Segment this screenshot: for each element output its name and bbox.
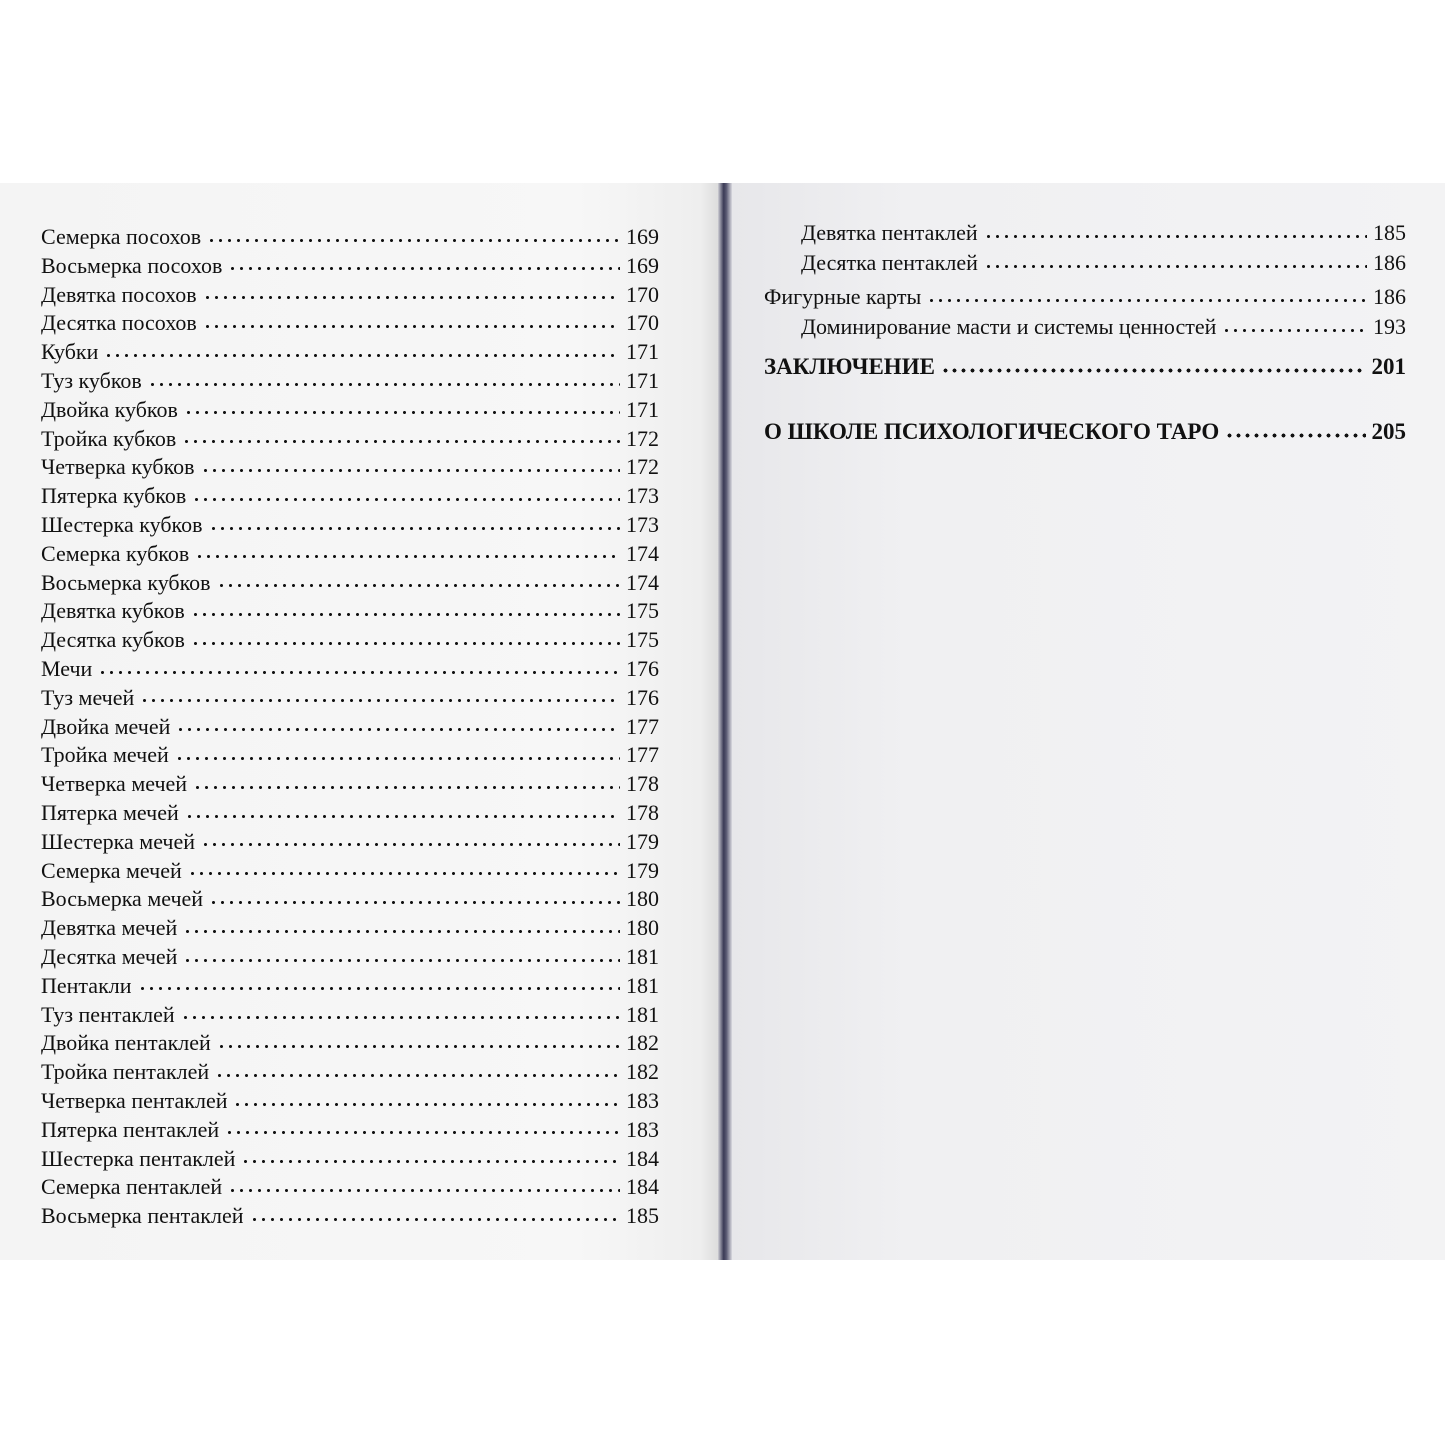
toc-entry xyxy=(764,283,1406,311)
toc-entry xyxy=(41,1116,659,1144)
dot-leader xyxy=(183,955,620,965)
toc-entry-label: Доминирование масти и системы ценностей xyxy=(801,314,1217,339)
toc-entry-page-number: 183 xyxy=(626,1116,659,1142)
toc-entry xyxy=(41,367,659,395)
dot-leader xyxy=(1225,430,1365,440)
toc-entry-page-number: 186 xyxy=(1373,250,1406,275)
toc-entry xyxy=(41,252,659,280)
toc-entry-label: Четверка пентаклей xyxy=(41,1088,228,1113)
dot-leader xyxy=(176,725,620,735)
toc-entry xyxy=(41,223,659,251)
dot-leader xyxy=(193,782,620,792)
toc-entry-label: Восьмерка посохов xyxy=(41,252,223,278)
toc-entry-page-number: 176 xyxy=(626,656,659,681)
dot-leader xyxy=(191,609,620,619)
dot-leader xyxy=(228,1185,620,1195)
toc-entry xyxy=(41,741,659,769)
toc-entry-label: Тройка кубков xyxy=(41,425,177,451)
toc-entry xyxy=(41,1029,659,1057)
toc-entry xyxy=(41,828,659,856)
toc-entry-label: Тройка мечей xyxy=(41,742,169,768)
toc-entry-page-number: 173 xyxy=(626,483,659,509)
toc-entry-label: Фигурные карты xyxy=(764,284,922,309)
dot-leader xyxy=(195,552,620,562)
dot-leader xyxy=(185,811,620,821)
toc-entry xyxy=(41,569,659,597)
toc-heading xyxy=(764,353,1406,381)
toc-entry xyxy=(41,540,659,568)
toc-entry-page-number: 177 xyxy=(626,742,659,768)
toc-entry-label: Туз мечей xyxy=(41,684,135,710)
dot-leader xyxy=(217,581,620,591)
toc-entry-label: Семерка пентаклей xyxy=(41,1174,223,1200)
right-page xyxy=(732,183,1445,1260)
toc-entry-label: Семерка посохов xyxy=(41,224,202,249)
toc-entry-page-number: 201 xyxy=(1371,354,1406,379)
toc-entry xyxy=(41,309,659,337)
toc-entry-label: Тройка пентаклей xyxy=(41,1059,210,1085)
dot-leader xyxy=(188,869,620,879)
dot-leader xyxy=(984,231,1367,241)
toc-entry-label: Девятка посохов xyxy=(41,281,197,307)
toc-entry-page-number: 175 xyxy=(626,598,659,624)
toc-entry-page-number: 205 xyxy=(1371,419,1406,444)
toc-entry-page-number: 175 xyxy=(626,627,659,653)
toc-entry-page-number: 183 xyxy=(626,1088,659,1113)
dot-leader xyxy=(203,293,620,303)
dot-leader xyxy=(181,1013,620,1023)
toc-entry-page-number: 170 xyxy=(626,310,659,336)
toc-entry-label: Двойка мечей xyxy=(41,713,171,739)
toc-entry-page-number: 180 xyxy=(626,886,659,912)
toc-entry-label: Девятка пентаклей xyxy=(801,220,978,245)
toc-entry xyxy=(41,713,659,741)
toc-entry-label: Четверка мечей xyxy=(41,771,188,797)
toc-entry-label: Пятерка мечей xyxy=(41,800,179,825)
toc-entry-page-number: 177 xyxy=(626,713,659,739)
toc-entry xyxy=(41,338,659,366)
toc-entry xyxy=(41,857,659,885)
toc-entry-label: Шестерка пентаклей xyxy=(41,1145,236,1171)
dot-leader xyxy=(183,926,620,936)
toc-entry-page-number: 185 xyxy=(626,1203,659,1229)
dot-leader xyxy=(98,667,620,677)
toc-entry xyxy=(41,943,659,971)
toc-entry-page-number: 186 xyxy=(1373,284,1406,309)
toc-entry xyxy=(801,249,1406,277)
toc-entry xyxy=(41,1145,659,1173)
toc-entry-label: Пятерка кубков xyxy=(41,483,187,509)
toc-heading xyxy=(764,418,1406,446)
dot-leader xyxy=(927,295,1367,305)
toc-entry xyxy=(41,482,659,510)
toc-entry xyxy=(41,770,659,798)
toc-entry-label: Семерка мечей xyxy=(41,857,182,883)
toc-entry xyxy=(41,1202,659,1230)
toc-entry xyxy=(41,453,659,481)
dot-leader xyxy=(175,753,620,763)
toc-entry xyxy=(41,425,659,453)
toc-entry xyxy=(41,396,659,424)
dot-leader xyxy=(184,408,620,418)
toc-entry xyxy=(41,1087,659,1115)
toc-entry-label: Восьмерка кубков xyxy=(41,569,211,595)
toc-entry-page-number: 181 xyxy=(626,1001,659,1027)
toc-entry-label: Двойка пентаклей xyxy=(41,1030,211,1056)
toc-entry-page-number: 176 xyxy=(626,684,659,710)
toc-entry-page-number: 171 xyxy=(626,368,659,393)
toc-entry-label: Туз кубков xyxy=(41,368,142,393)
dot-leader xyxy=(941,365,1366,375)
toc-entry-page-number: 193 xyxy=(1373,314,1406,339)
toc-entry xyxy=(41,914,659,942)
toc-entry xyxy=(41,511,659,539)
toc-entry-label: Пятерка пентаклей xyxy=(41,1116,220,1142)
toc-entry-page-number: 185 xyxy=(1373,220,1406,245)
dot-leader xyxy=(148,379,620,389)
toc-entry-page-number: 181 xyxy=(626,972,659,998)
toc-entry xyxy=(41,281,659,309)
toc-entry xyxy=(41,597,659,625)
toc-entry-label: Девятка мечей xyxy=(41,915,178,941)
toc-entry-page-number: 179 xyxy=(626,857,659,883)
toc-entry-page-number: 173 xyxy=(626,512,659,537)
toc-entry-label: Четверка кубков xyxy=(41,454,195,480)
dot-leader xyxy=(1222,325,1367,335)
left-page xyxy=(0,183,722,1260)
dot-leader xyxy=(191,638,620,648)
toc-entry-label: Двойка кубков xyxy=(41,396,178,422)
toc-entry xyxy=(801,313,1406,341)
dot-leader xyxy=(217,1041,620,1051)
toc-entry-page-number: 171 xyxy=(626,396,659,422)
book-spread xyxy=(0,183,1445,1260)
dot-leader xyxy=(233,1099,620,1109)
toc-entry xyxy=(41,1001,659,1029)
toc-entry-page-number: 178 xyxy=(626,771,659,797)
toc-entry-page-number: 181 xyxy=(626,944,659,969)
toc-entry-page-number: 179 xyxy=(626,828,659,854)
toc-entry xyxy=(41,972,659,1000)
dot-leader xyxy=(225,1128,620,1138)
dot-leader xyxy=(182,437,620,447)
toc-entry xyxy=(41,655,659,683)
dot-leader xyxy=(207,235,620,245)
toc-entry-label: ЗАКЛЮЧЕНИЕ xyxy=(764,354,935,379)
dot-leader xyxy=(215,1070,620,1080)
dot-leader xyxy=(138,984,620,994)
toc-entry xyxy=(41,1058,659,1086)
toc-entry-label: Шестерка кубков xyxy=(41,512,203,537)
toc-entry-label: Десятка кубков xyxy=(41,627,185,653)
toc-entry-label: Восьмерка мечей xyxy=(41,886,204,912)
dot-leader xyxy=(209,523,620,533)
toc-entry-label: Десятка пентаклей xyxy=(801,250,978,275)
toc-entry-page-number: 182 xyxy=(626,1030,659,1056)
toc-entry-page-number: 184 xyxy=(626,1174,659,1200)
dot-leader xyxy=(140,696,620,706)
toc-entry-page-number: 171 xyxy=(626,339,659,365)
toc-entry-label: Мечи xyxy=(41,656,93,681)
dot-leader xyxy=(228,264,620,274)
toc-entry-label: Туз пентаклей xyxy=(41,1001,175,1027)
toc-entry-page-number: 170 xyxy=(626,281,659,307)
dot-leader xyxy=(203,321,620,331)
dot-leader xyxy=(104,350,620,360)
book-gutter xyxy=(718,183,732,1260)
toc-entry-page-number: 169 xyxy=(626,224,659,249)
dot-leader xyxy=(201,840,620,850)
toc-entry-label: Десятка посохов xyxy=(41,310,197,336)
toc-entry xyxy=(41,799,659,827)
dot-leader xyxy=(250,1214,621,1224)
toc-entry-page-number: 172 xyxy=(626,454,659,480)
toc-entry-label: Восьмерка пентаклей xyxy=(41,1203,244,1229)
toc-entry-page-number: 182 xyxy=(626,1059,659,1085)
toc-entry-page-number: 178 xyxy=(626,800,659,825)
toc-entry xyxy=(41,1173,659,1201)
toc-entry-label: Семерка кубков xyxy=(41,540,190,566)
toc-entry xyxy=(801,219,1406,247)
toc-entry-page-number: 174 xyxy=(626,540,659,566)
toc-entry-page-number: 172 xyxy=(626,425,659,451)
dot-leader xyxy=(241,1157,620,1167)
toc-entry xyxy=(41,885,659,913)
toc-entry-page-number: 180 xyxy=(626,915,659,941)
dot-leader xyxy=(192,494,620,504)
toc-entry-label: Шестерка мечей xyxy=(41,828,196,854)
toc-entry xyxy=(41,684,659,712)
toc-entry-label: Десятка мечей xyxy=(41,944,178,969)
toc-entry-page-number: 184 xyxy=(626,1145,659,1171)
dot-leader xyxy=(209,897,620,907)
toc-entry-label: Пентакли xyxy=(41,972,132,998)
toc-entry-label: О ШКОЛЕ ПСИХОЛОГИЧЕСКОГО ТАРО xyxy=(764,419,1220,444)
dot-leader xyxy=(984,261,1367,271)
toc-entry xyxy=(41,626,659,654)
toc-entry-label: Девятка кубков xyxy=(41,598,185,624)
toc-entry-page-number: 174 xyxy=(626,569,659,595)
toc-entry-page-number: 169 xyxy=(626,252,659,278)
dot-leader xyxy=(201,465,620,475)
toc-entry-label: Кубки xyxy=(41,339,99,365)
